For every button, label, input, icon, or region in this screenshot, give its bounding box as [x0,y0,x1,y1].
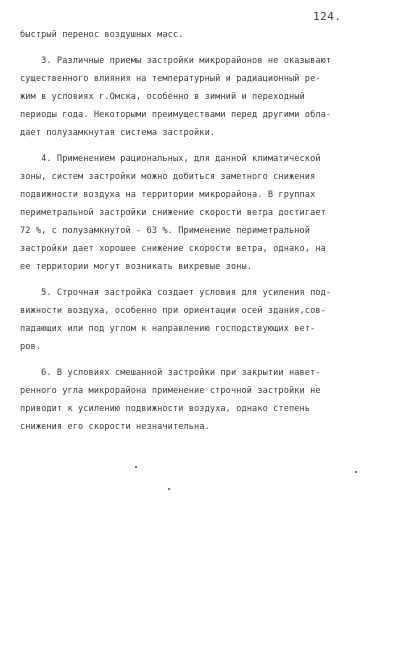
scan-speck [135,466,137,468]
text-line: существенного влияния на температурный и радиационный ре- [20,74,321,84]
text-line: дает полузамкнутая система застройки. [20,128,216,138]
text-line: 5. Строчная застройка создает условия для усиления под- [20,288,332,298]
body-text [20,26,398,436]
paragraph-5 [20,284,398,356]
text-line: 4. Применением рациональных, для данной климатической [20,154,321,164]
text-line: ренного угла микрорайона применение строчной застройки не [20,386,321,396]
text-line: быстрый перенос воздушных масс. [20,30,184,40]
text-line: застройки дает хорошее снижение скорости ветра, однако, на [20,244,326,254]
text-line: падающих или под углом к направлению господствующих вет- [20,324,316,334]
text-line: 6. В условиях смешанной застройки при закрытии навет- [20,368,321,378]
page-number: 124. [313,10,342,23]
text-line: периоды года. Некоторыми преимуществами перед другими обла- [20,110,332,120]
paragraph-3 [20,52,398,142]
scan-speck [355,471,357,473]
text-line: ров. [20,342,42,352]
text-line: снижения его скорости незначительна. [20,422,210,432]
scan-speck [168,488,170,490]
text-line: зоны, систем застройки можно добиться заметного снижения [20,172,316,182]
text-line: вижности воздуха, особенно при ориентации осей здания,сов- [20,306,326,316]
paragraph-4 [20,150,398,276]
text-line: подвижности воздуха на территории микрорайона. В группах [20,190,316,200]
text-line: ее территории могут возникать вихревые зоны. [20,262,253,272]
text-line: 72 %, с полузамкнутой - 63 %. Применение периметральной [20,226,311,236]
text-line: жим в условиях г.Омска, особенно в зимний и переходный [20,92,305,102]
text-line: периметральной застройки снижение скорости ветра достигает [20,208,326,218]
text-line: 3. Различные приемы застройки микрорайонов не оказывают [20,56,332,66]
text-line: приводит к усилению подвижности воздуха, однако степень [20,404,311,414]
paragraph-6 [20,364,398,436]
paragraph-continuation [20,26,398,44]
